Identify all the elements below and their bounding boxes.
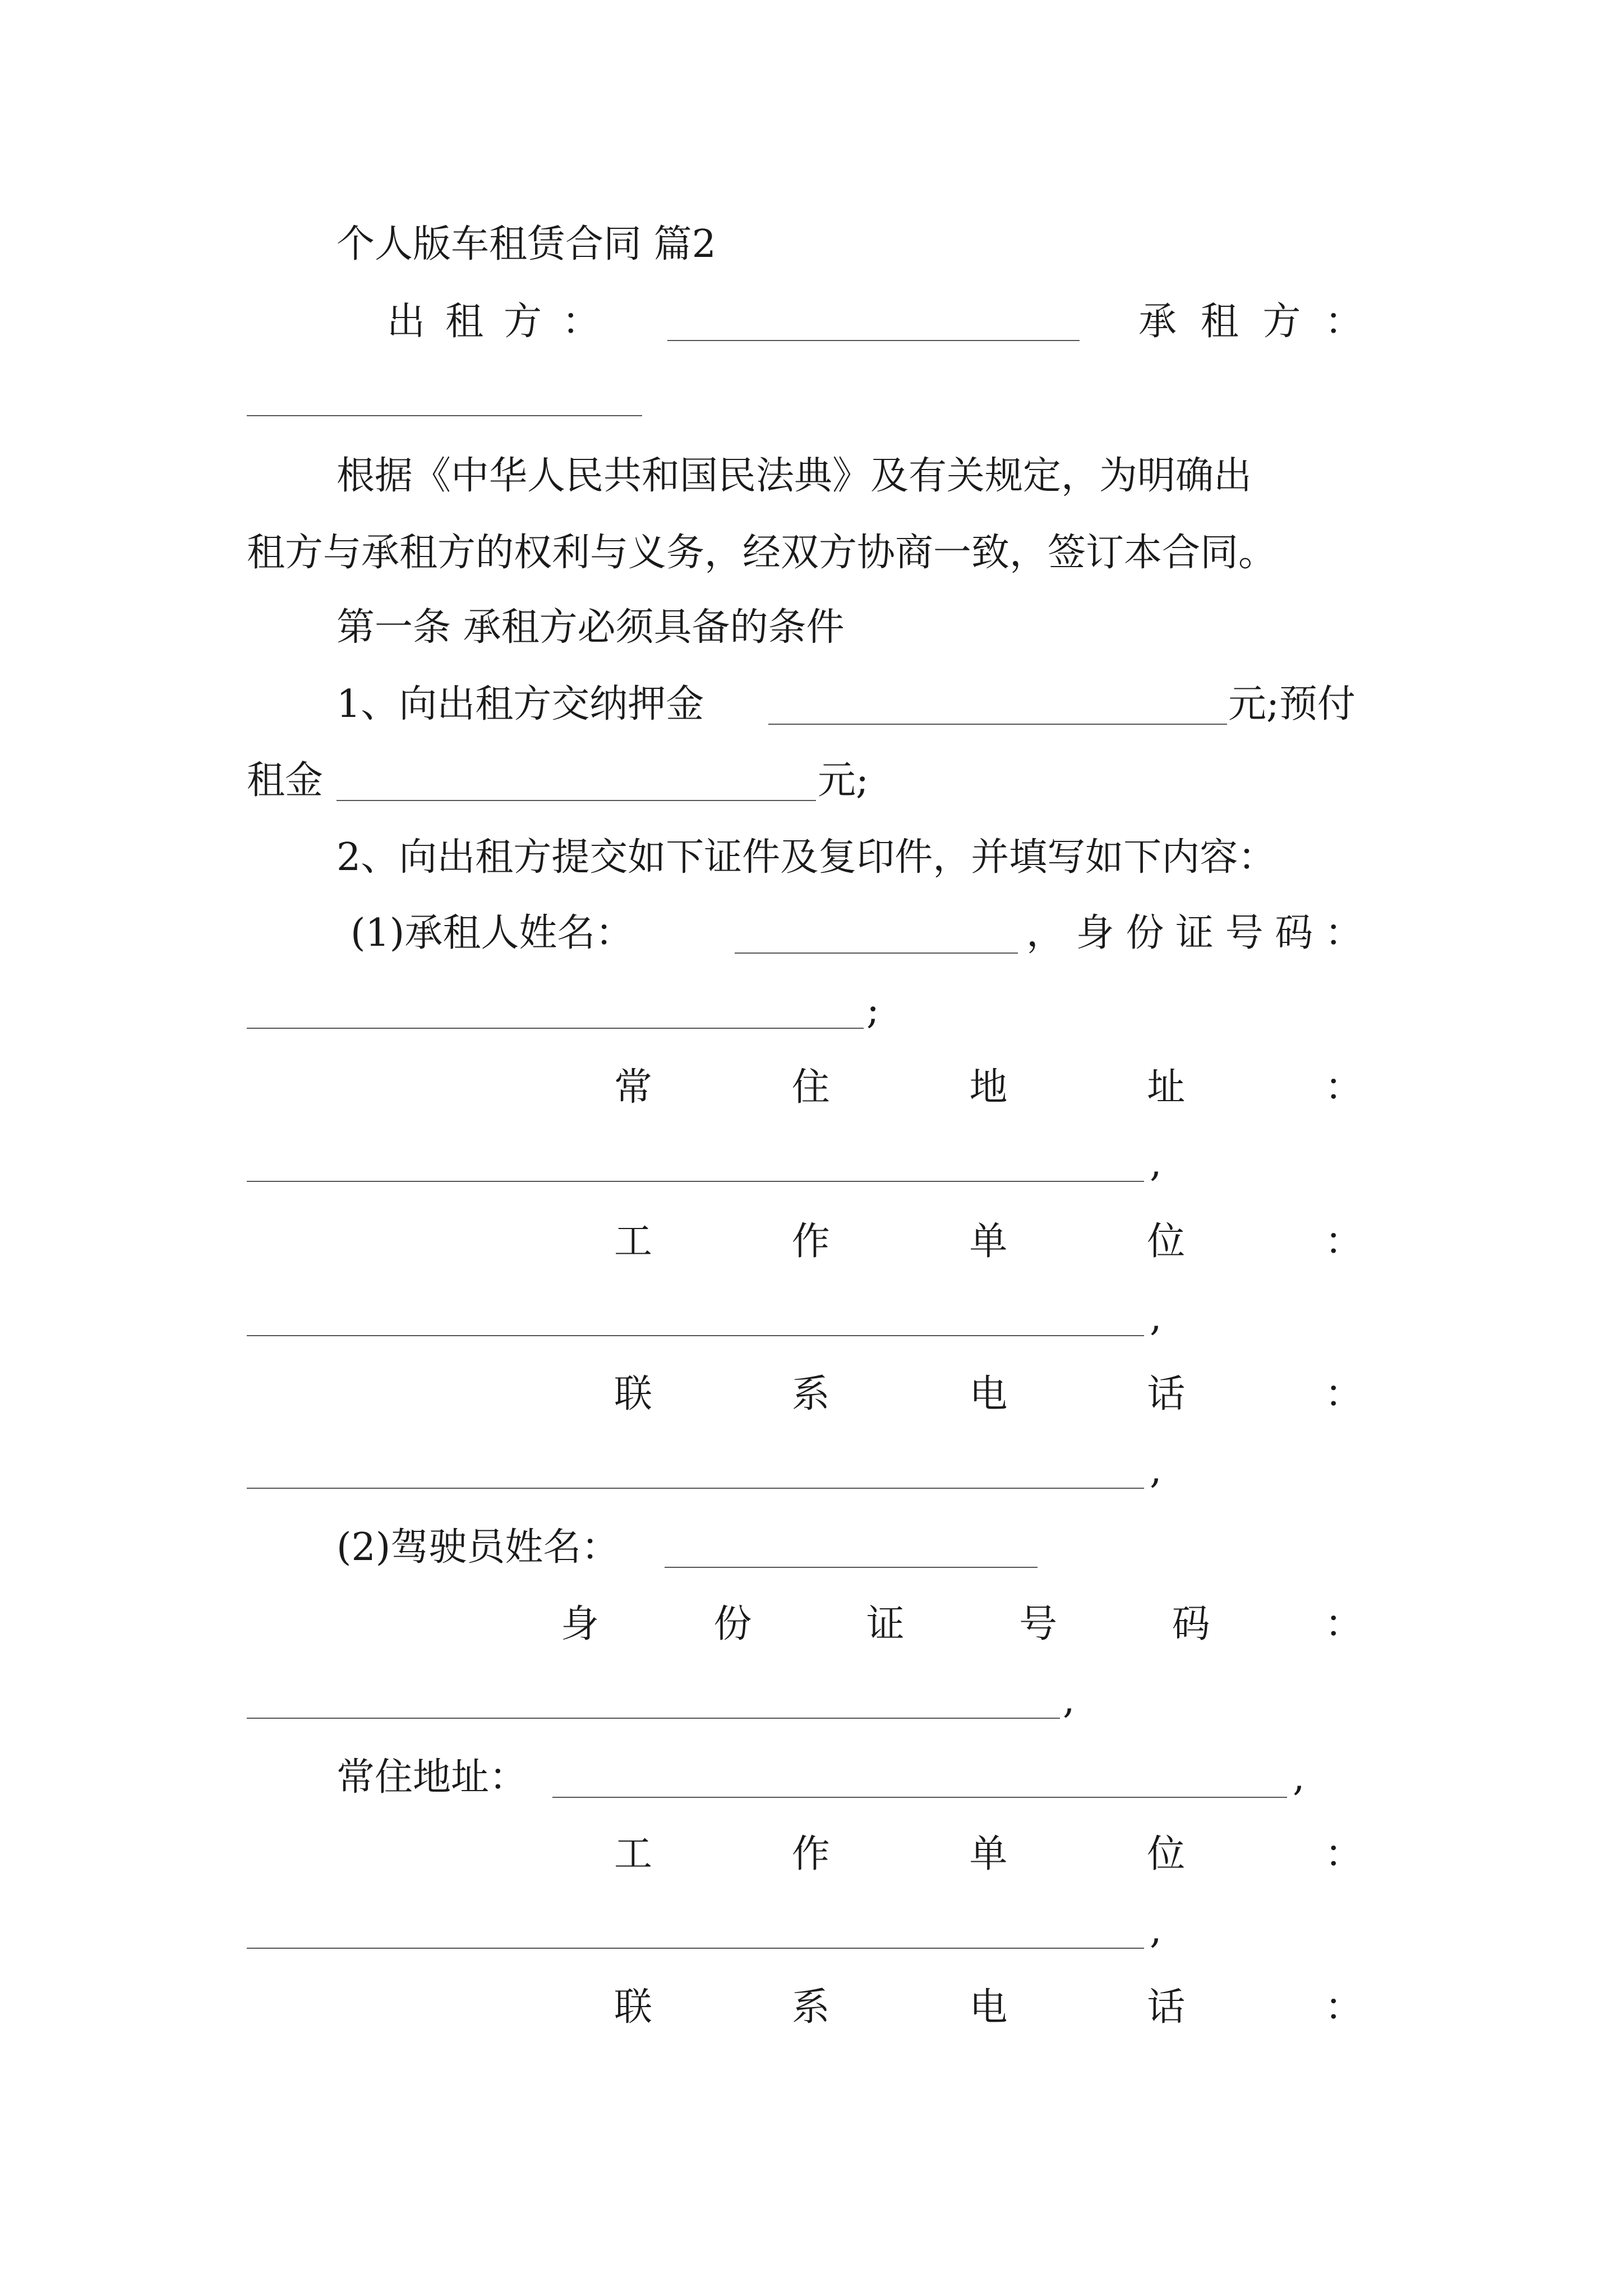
lessee-phone-field[interactable] — [247, 1488, 1144, 1489]
intro-line-2: 租方与承租方的权利与义务，经双方协商一致，签订本合同。 — [247, 531, 1277, 575]
lessee-id-label: ， 身 份 证 号 码 ： — [1026, 911, 1363, 955]
driver-id-label: 身 份 证 号 码 ： — [561, 1602, 1363, 1646]
intro-line-1: 根据《中华人民共和国民法典》及有关规定，为明确出 — [336, 454, 1252, 498]
driver-id-comma: , — [1063, 1678, 1075, 1722]
lessee-address-comma: , — [1150, 1141, 1162, 1185]
driver-address-field[interactable] — [552, 1797, 1287, 1798]
driver-employer-comma: , — [1150, 1908, 1162, 1952]
contract-heading: 个人版车租赁合同 篇2 — [336, 222, 716, 266]
lessee-phone-comma: , — [1150, 1448, 1162, 1492]
driver-employer-label: 工 作 单 位 ： — [614, 1832, 1363, 1876]
driver-name-field[interactable] — [665, 1567, 1038, 1568]
article-1-title: 第一条 承租方必须具备的条件 — [336, 605, 845, 650]
driver-address-comma: , — [1293, 1755, 1305, 1800]
lessee-name-field[interactable] — [247, 415, 642, 416]
driver-employer-field[interactable] — [247, 1948, 1144, 1949]
lessee-employer-comma: , — [1150, 1295, 1162, 1340]
item-1-rent-suffix: 元; — [818, 758, 869, 803]
driver-name-label: (2)驾驶员姓名： — [336, 1525, 620, 1570]
lessee-person-name-field[interactable] — [735, 953, 1018, 954]
lessor-label: 出 租 方 ： — [387, 300, 600, 344]
lessor-name-field[interactable] — [667, 340, 1080, 341]
item-1-rent-prefix: 租金 — [247, 758, 324, 803]
lessee-employer-field[interactable] — [247, 1335, 1144, 1336]
deposit-field[interactable] — [768, 724, 1227, 725]
lessee-phone-label: 联 系 电 话 ： — [614, 1372, 1363, 1416]
item-1-mid: 元;预付 — [1228, 682, 1355, 726]
driver-phone-label: 联 系 电 话 ： — [614, 1985, 1363, 2030]
lessee-id-field[interactable] — [247, 1028, 864, 1029]
lessee-label: 承 租 方 ： — [1138, 300, 1363, 344]
lessee-address-field[interactable] — [247, 1181, 1144, 1182]
lessee-id-semicolon: ; — [866, 988, 879, 1033]
driver-address-label: 常住地址： — [336, 1755, 528, 1800]
driver-id-field[interactable] — [247, 1718, 1060, 1719]
prepaid-rent-field[interactable] — [336, 800, 816, 801]
lessee-address-label: 常 住 地 址 ： — [614, 1065, 1363, 1110]
item-2: 2、向出租方提交如下证件及复印件，并填写如下内容： — [336, 835, 1276, 880]
item-1-prefix: 1、向出租方交纳押金 — [336, 682, 704, 726]
lessee-employer-label: 工 作 单 位 ： — [614, 1220, 1363, 1264]
lessee-name-label: (1)承租人姓名： — [351, 911, 634, 955]
